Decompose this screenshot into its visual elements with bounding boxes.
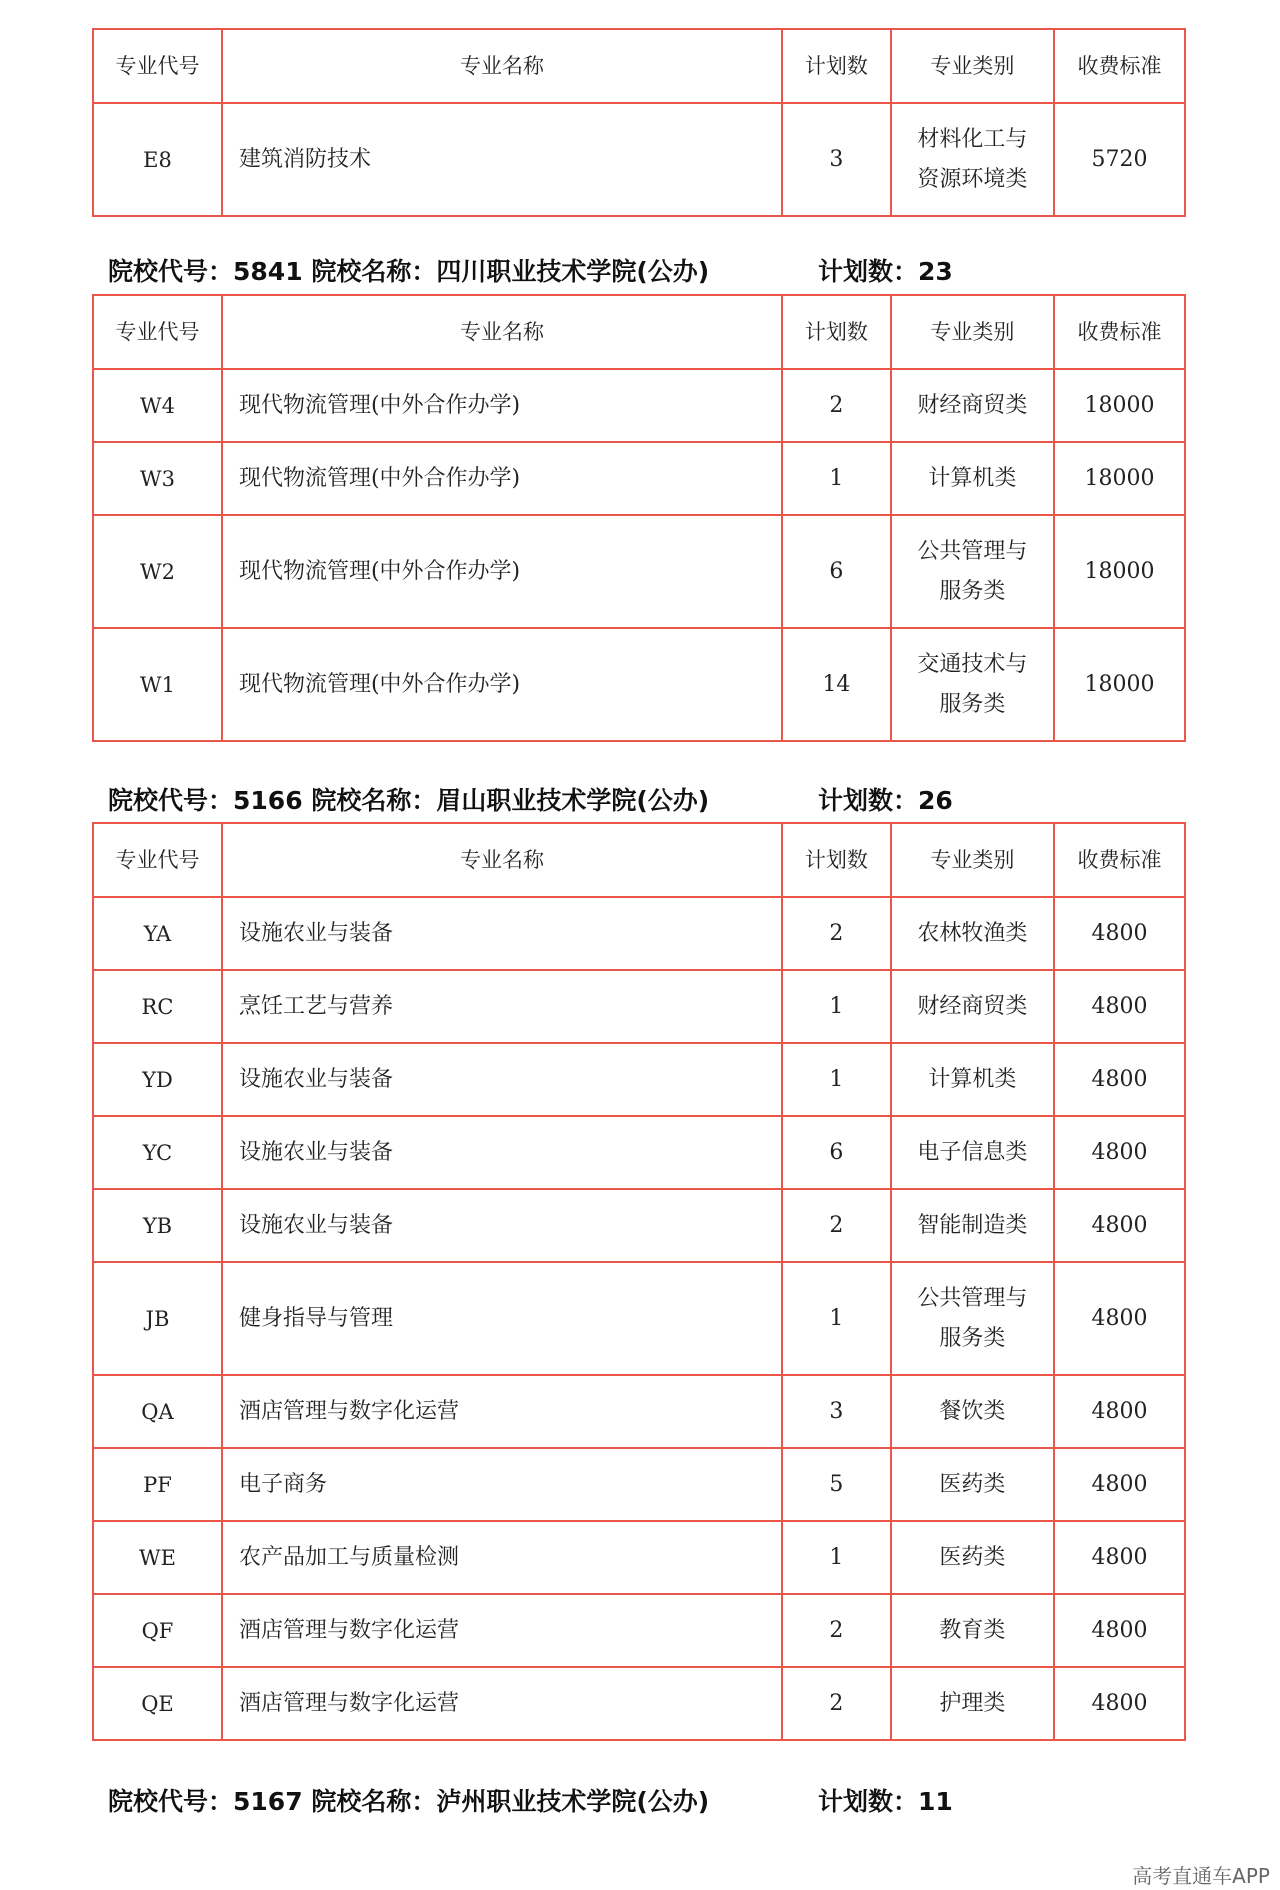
major-category: 材料化工与 资源环境类 [891, 103, 1054, 216]
tuition-fee: 4800 [1054, 1189, 1185, 1262]
tuition-fee: 18000 [1054, 515, 1185, 628]
major-category: 计算机类 [891, 442, 1054, 515]
school-name: 眉山职业技术学院(公办) [436, 786, 710, 815]
tuition-fee: 4800 [1054, 1448, 1185, 1521]
header-code: 专业代号 [93, 29, 222, 103]
major-name: 现代物流管理(中外合作办学) [222, 442, 782, 515]
school-heading-2: 院校代号：5166 院校名称：眉山职业技术学院(公办) 计划数：26 [108, 786, 953, 815]
major-name: 设施农业与装备 [222, 897, 782, 970]
table-row [93, 103, 1185, 216]
major-code: WE [93, 1521, 222, 1594]
major-table-2 [92, 822, 1186, 1741]
header-fee: 收费标准 [1054, 295, 1185, 369]
header-name: 专业名称 [222, 295, 782, 369]
school-plan-count: 23 [918, 257, 953, 286]
table-header-row [93, 295, 1185, 369]
major-name: 酒店管理与数字化运营 [222, 1594, 782, 1667]
plan-count: 2 [782, 1667, 891, 1740]
tuition-fee: 4800 [1054, 1116, 1185, 1189]
plan-count: 2 [782, 897, 891, 970]
major-code: YC [93, 1116, 222, 1189]
tuition-fee: 4800 [1054, 1262, 1185, 1375]
major-category: 护理类 [891, 1667, 1054, 1740]
header-code: 专业代号 [93, 295, 222, 369]
major-category: 公共管理与 服务类 [891, 1262, 1054, 1375]
plan-count: 2 [782, 369, 891, 442]
major-name: 农产品加工与质量检测 [222, 1521, 782, 1594]
major-category: 餐饮类 [891, 1375, 1054, 1448]
header-category: 专业类别 [891, 295, 1054, 369]
table-block-2 [92, 822, 1186, 1741]
major-category: 交通技术与 服务类 [891, 628, 1054, 741]
table-row [93, 1667, 1185, 1740]
table-row [93, 442, 1185, 515]
tuition-fee: 4800 [1054, 1375, 1185, 1448]
tuition-fee: 4800 [1054, 897, 1185, 970]
plan-count: 1 [782, 970, 891, 1043]
tuition-fee: 4800 [1054, 1667, 1185, 1740]
school-plan-count: 11 [918, 1787, 953, 1816]
major-code: QA [93, 1375, 222, 1448]
school-plan-count: 26 [918, 786, 953, 815]
tuition-fee: 4800 [1054, 1043, 1185, 1116]
plan-count: 14 [782, 628, 891, 741]
major-code: PF [93, 1448, 222, 1521]
major-code: YB [93, 1189, 222, 1262]
header-count: 计划数 [782, 295, 891, 369]
header-category: 专业类别 [891, 823, 1054, 897]
tuition-fee: 18000 [1054, 628, 1185, 741]
plan-count: 2 [782, 1594, 891, 1667]
tuition-fee: 18000 [1054, 442, 1185, 515]
major-category: 财经商贸类 [891, 369, 1054, 442]
header-category: 专业类别 [891, 29, 1054, 103]
major-code: W4 [93, 369, 222, 442]
table-row [93, 1521, 1185, 1594]
table-row [93, 515, 1185, 628]
major-code: W3 [93, 442, 222, 515]
major-category: 医药类 [891, 1521, 1054, 1594]
major-name: 设施农业与装备 [222, 1189, 782, 1262]
major-code: RC [93, 970, 222, 1043]
header-fee: 收费标准 [1054, 29, 1185, 103]
tuition-fee: 4800 [1054, 1594, 1185, 1667]
table-row [93, 1116, 1185, 1189]
major-name: 酒店管理与数字化运营 [222, 1375, 782, 1448]
major-table-1 [92, 294, 1186, 742]
tuition-fee: 4800 [1054, 970, 1185, 1043]
header-count: 计划数 [782, 29, 891, 103]
major-category: 公共管理与 服务类 [891, 515, 1054, 628]
major-code: YD [93, 1043, 222, 1116]
plan-count: 3 [782, 103, 891, 216]
table-row [93, 1594, 1185, 1667]
major-code: W1 [93, 628, 222, 741]
major-category: 计算机类 [891, 1043, 1054, 1116]
table-row [93, 1448, 1185, 1521]
plan-count: 2 [782, 1189, 891, 1262]
major-category: 医药类 [891, 1448, 1054, 1521]
major-category: 财经商贸类 [891, 970, 1054, 1043]
tuition-fee: 4800 [1054, 1521, 1185, 1594]
major-name: 现代物流管理(中外合作办学) [222, 515, 782, 628]
major-name: 建筑消防技术 [222, 103, 782, 216]
table-row [93, 369, 1185, 442]
table-block-1 [92, 294, 1186, 742]
school-code: 5166 [233, 786, 303, 815]
school-code: 5841 [233, 257, 303, 286]
header-name: 专业名称 [222, 823, 782, 897]
school-name: 泸州职业技术学院(公办) [436, 1787, 710, 1816]
school-code: 5167 [233, 1787, 303, 1816]
major-category: 智能制造类 [891, 1189, 1054, 1262]
major-category: 电子信息类 [891, 1116, 1054, 1189]
major-code: JB [93, 1262, 222, 1375]
table-row [93, 1043, 1185, 1116]
header-code: 专业代号 [93, 823, 222, 897]
plan-count: 6 [782, 515, 891, 628]
major-name: 酒店管理与数字化运营 [222, 1667, 782, 1740]
table-block-0 [92, 28, 1186, 217]
school-heading-3: 院校代号：5167 院校名称：泸州职业技术学院(公办) 计划数：11 [108, 1787, 953, 1816]
plan-count: 1 [782, 1043, 891, 1116]
plan-count: 5 [782, 1448, 891, 1521]
plan-count: 3 [782, 1375, 891, 1448]
major-code: QF [93, 1594, 222, 1667]
major-name: 烹饪工艺与营养 [222, 970, 782, 1043]
major-name: 现代物流管理(中外合作办学) [222, 369, 782, 442]
major-name: 电子商务 [222, 1448, 782, 1521]
table-row [93, 1262, 1185, 1375]
header-name: 专业名称 [222, 29, 782, 103]
tuition-fee: 5720 [1054, 103, 1185, 216]
table-row [93, 970, 1185, 1043]
table-header-row [93, 29, 1185, 103]
major-name: 设施农业与装备 [222, 1116, 782, 1189]
plan-count: 1 [782, 442, 891, 515]
plan-count: 1 [782, 1521, 891, 1594]
tuition-fee: 18000 [1054, 369, 1185, 442]
plan-count: 1 [782, 1262, 891, 1375]
major-category: 教育类 [891, 1594, 1054, 1667]
header-count: 计划数 [782, 823, 891, 897]
school-heading-1: 院校代号：5841 院校名称：四川职业技术学院(公办) 计划数：23 [108, 257, 953, 286]
table-row [93, 628, 1185, 741]
table-row [93, 897, 1185, 970]
major-code: QE [93, 1667, 222, 1740]
table-header-row [93, 823, 1185, 897]
plan-count: 6 [782, 1116, 891, 1189]
major-code: YA [93, 897, 222, 970]
table-row [93, 1189, 1185, 1262]
watermark: 高考直通车APP [1132, 1864, 1270, 1888]
major-table-0 [92, 28, 1186, 217]
major-name: 现代物流管理(中外合作办学) [222, 628, 782, 741]
table-row [93, 1375, 1185, 1448]
major-name: 设施农业与装备 [222, 1043, 782, 1116]
major-code: E8 [93, 103, 222, 216]
school-name: 四川职业技术学院(公办) [436, 257, 710, 286]
header-fee: 收费标准 [1054, 823, 1185, 897]
major-code: W2 [93, 515, 222, 628]
major-category: 农林牧渔类 [891, 897, 1054, 970]
major-name: 健身指导与管理 [222, 1262, 782, 1375]
